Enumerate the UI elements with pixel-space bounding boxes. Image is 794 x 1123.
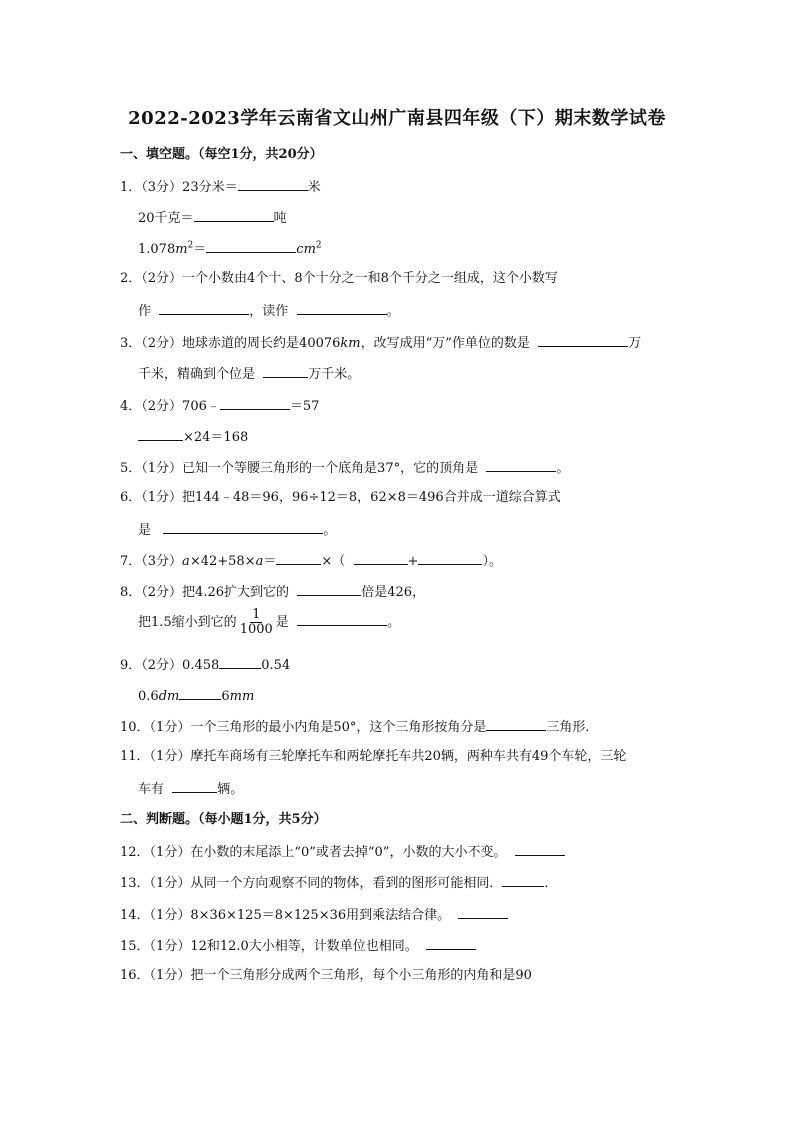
question-text: 3．（2分）地球赤道的周长约是40076 — [120, 336, 341, 351]
question-text: 。 — [386, 304, 400, 319]
question-text: 作 — [138, 304, 152, 319]
question-10 — [120, 717, 598, 737]
answer-blank[interactable] — [219, 655, 261, 669]
answer-blank[interactable] — [486, 458, 556, 472]
answer-blank[interactable] — [486, 717, 546, 731]
question-text: 12．（1分）在小数的末尾添上“0”或者去掉“0”，小数的大小不变。 — [120, 845, 507, 860]
question-text: 8．（2分）把4.26扩大到它的 — [120, 585, 289, 600]
question-11-line-2 — [138, 779, 243, 799]
question-text: ，读作 — [249, 304, 289, 319]
question-text: 0.6 — [138, 689, 159, 704]
question-text: 13．（1分）从同一个方向观察不同的物体，看到的图形可能相同． — [120, 876, 503, 891]
question-16: 16．（1分）把一个三角形分成两个三角形，每个小三角形的内角和是90 — [120, 968, 532, 983]
question-8-line-2 — [138, 608, 400, 637]
question-text: ＝ — [263, 554, 277, 569]
question-text: 千米，精确到个位是 — [138, 367, 256, 382]
superscript: 2 — [187, 240, 194, 251]
superscript: 2 — [315, 240, 322, 251]
question-text: 20千克＝ — [138, 211, 194, 226]
variable-text: a — [255, 554, 264, 569]
question-text: 吨 — [273, 211, 287, 226]
question-text: 三角形． — [546, 720, 599, 735]
unit-text: mm — [229, 689, 255, 704]
question-9-line-1 — [120, 655, 290, 675]
section-heading-true-false: 二、判断题。（每小题1分，共5分） — [120, 812, 327, 827]
answer-blank[interactable] — [297, 582, 361, 596]
question-text: ，改写成用“万”作单位的数是 — [360, 336, 530, 351]
variable-text: a — [182, 554, 190, 569]
question-text: 万 — [628, 336, 642, 351]
answer-blank[interactable] — [458, 905, 508, 919]
question-text: 4．（2分）706﹣ — [120, 399, 220, 414]
question-text: 。 — [323, 523, 337, 538]
question-text: 14．（1分）8×36×125＝8×125×36用到乘法结合律。 — [120, 908, 451, 923]
question-3-line-1 — [120, 333, 641, 353]
answer-blank[interactable] — [159, 301, 249, 315]
answer-blank[interactable] — [194, 208, 274, 222]
answer-blank[interactable] — [418, 551, 482, 565]
page-title: 2022-2023学年云南省文山州广南县四年级（下）期末数学试卷 — [128, 108, 666, 129]
unit-text: m — [175, 242, 188, 257]
question-text: 米 — [307, 180, 321, 195]
question-13 — [120, 873, 557, 893]
question-text: 把1.5缩小到它的 — [138, 615, 237, 630]
question-text: 7．（3分） — [120, 554, 183, 569]
fraction-numerator: 1 — [252, 607, 261, 622]
question-text: 倍是426， — [361, 585, 426, 600]
question-6-line-1: 6．（1分）把144﹣48＝96，96÷12＝8，62×8＝496合并成一道综合算式 — [120, 490, 561, 505]
question-8-line-1 — [120, 582, 425, 602]
question-2-line-2 — [138, 301, 400, 321]
answer-blank[interactable] — [502, 873, 544, 887]
question-3-line-2 — [138, 364, 360, 384]
question-text: 是 — [138, 523, 152, 538]
unit-text: km — [340, 336, 361, 351]
question-11-line-1: 11．（1分）摩托车商场有三轮摩托车和两轮摩托车共20辆，两种车共有49个车轮，三轮 — [120, 749, 627, 764]
question-1-line-2 — [138, 208, 287, 228]
question-6-line-2 — [138, 520, 336, 540]
fraction — [238, 608, 275, 637]
question-4-line-2 — [138, 427, 248, 447]
question-text: ×（ — [321, 554, 346, 569]
answer-blank[interactable] — [138, 427, 183, 441]
question-text: + — [407, 554, 419, 569]
answer-blank[interactable] — [276, 551, 321, 565]
question-2-line-1: 2．（2分）一个小数由4个十、8个十分之一和8个千分之一组成，这个小数写 — [120, 271, 558, 286]
question-text: ． — [544, 876, 558, 891]
answer-blank[interactable] — [426, 936, 476, 950]
question-text: 是 — [275, 615, 289, 630]
question-text: 万千米。 — [308, 367, 361, 382]
question-15 — [120, 936, 476, 956]
question-9-line-2 — [138, 686, 254, 706]
question-12 — [120, 842, 565, 862]
question-text: ）。 — [482, 554, 502, 569]
question-7 — [120, 551, 502, 571]
answer-blank[interactable] — [297, 612, 387, 626]
answer-blank[interactable] — [206, 239, 296, 253]
question-text: 。 — [387, 615, 401, 630]
question-text: 5．（1分）已知一个等腰三角形的一个底角是37°，它的顶角是 — [120, 461, 479, 476]
question-text: ×24＝168 — [183, 430, 249, 445]
answer-blank[interactable] — [538, 333, 628, 347]
question-text: 0.54 — [261, 658, 291, 673]
question-text: ＝ — [193, 242, 207, 257]
question-text: 10．（1分）一个三角形的最小内角是50°，这个三角形按角分是 — [120, 720, 487, 735]
answer-blank[interactable] — [179, 686, 221, 700]
answer-blank[interactable] — [220, 396, 290, 410]
question-text: 。 — [556, 461, 570, 476]
answer-blank[interactable] — [263, 364, 308, 378]
question-14 — [120, 905, 508, 925]
question-text: 1.078 — [138, 242, 176, 257]
question-1-line-3 — [138, 239, 322, 259]
answer-blank[interactable] — [354, 551, 408, 565]
answer-blank[interactable] — [163, 520, 323, 534]
answer-blank[interactable] — [297, 301, 387, 315]
question-text: 6 — [221, 689, 230, 704]
question-text: 辆。 — [217, 782, 244, 797]
question-text: 车有 — [138, 782, 165, 797]
unit-text: cm — [296, 242, 316, 257]
question-text: 9．（2分）0.458 — [120, 658, 220, 673]
fraction-denominator: 1000 — [239, 622, 273, 637]
answer-blank[interactable] — [238, 177, 308, 191]
unit-text: dm — [158, 689, 180, 704]
question-4-line-1 — [120, 396, 319, 416]
question-1-line-1 — [120, 177, 321, 197]
answer-blank[interactable] — [172, 779, 217, 793]
question-5 — [120, 458, 569, 478]
question-text: 15．（1分）12和12.0大小相等，计数单位也相同。 — [120, 939, 418, 954]
answer-blank[interactable] — [515, 842, 565, 856]
question-text: ＝57 — [289, 399, 320, 414]
question-text: 1．（3分）23分米＝ — [120, 180, 238, 195]
question-text: ×42+58× — [189, 554, 256, 569]
section-heading-fill-in: 一、填空题。（每空1分，共20分） — [120, 147, 323, 162]
